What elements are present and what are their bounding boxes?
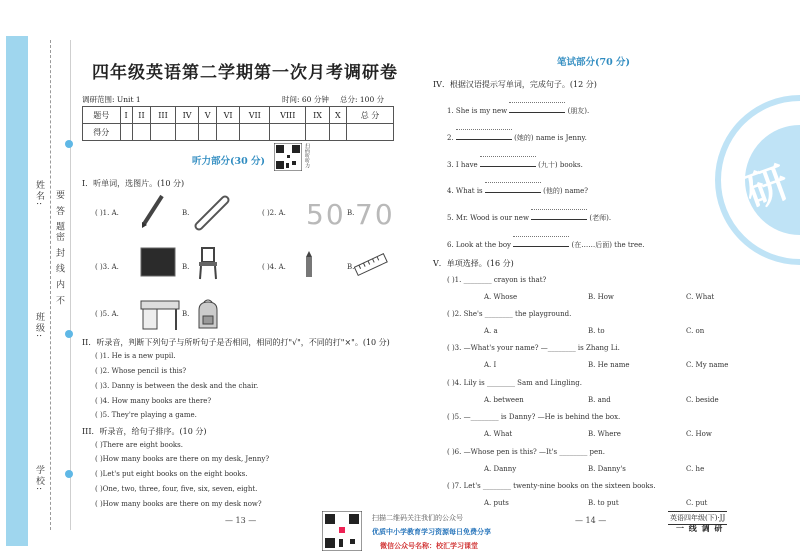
judge-item: ( )2. Whose pencil is this? <box>95 367 187 375</box>
score-input-cell[interactable] <box>216 124 240 141</box>
score-cell: IV <box>175 107 199 124</box>
binding-strip <box>6 36 28 546</box>
score-input-cell[interactable] <box>175 124 199 141</box>
score-cell: III <box>151 107 176 124</box>
wechat-text: 微信公众号名称：校汇学习课堂 <box>380 541 478 550</box>
ruler-icon <box>354 252 388 278</box>
answer-blank[interactable] <box>513 236 569 247</box>
answer-blank[interactable] <box>509 102 565 113</box>
score-cell: 总 分 <box>347 107 394 124</box>
score-input-cell[interactable] <box>306 124 329 141</box>
number-seventy-image: 70 <box>355 198 395 231</box>
footer-qr-code-icon[interactable] <box>322 511 362 551</box>
score-cell: I <box>120 107 132 124</box>
punch-hole-mark <box>65 470 73 478</box>
seal-text-top: 要 答 题 <box>54 190 64 233</box>
listening-header: 听力部分(30 分) <box>192 156 266 167</box>
qr-code-icon[interactable] <box>274 143 302 171</box>
order-item: ( )Let's put eight books on the eight books. <box>95 470 248 478</box>
mcq-option-b[interactable]: B. and <box>588 396 611 404</box>
order-item: ( )How many books are there on my desk now? <box>95 500 262 508</box>
mcq-question: ( )6. —Whose pen is this? —It's ________ pen. <box>447 448 605 456</box>
option-b-label: B. <box>347 209 355 217</box>
mcq-option-a[interactable]: A. I <box>484 361 497 369</box>
answer-blank[interactable] <box>485 182 541 193</box>
promo-text: 优质中小学教育学习资源每日免费分享 <box>372 527 491 536</box>
left-page-number: — 13 — <box>225 516 257 525</box>
section-3-title: III．听录音，给句子排序。(10 分) <box>82 427 207 436</box>
series-label: 英语四年级(下)·JJ <box>668 511 727 525</box>
score-cell: VI <box>216 107 240 124</box>
mcq-option-b[interactable]: B. to put <box>588 499 619 507</box>
mcq-option-a[interactable]: A. a <box>484 327 498 335</box>
mcq-option-b[interactable]: B. How <box>588 293 614 301</box>
mcq-option-a[interactable]: A. puts <box>484 499 509 507</box>
fill-item-1: 1. She is my new (朋友). <box>447 102 589 116</box>
score-cell: VIII <box>270 107 306 124</box>
schoolbag-icon <box>195 298 221 330</box>
fill-item-3: 3. I have (九十) books. <box>447 156 583 170</box>
blackboard-icon <box>140 247 176 277</box>
mcq-option-a[interactable]: A. What <box>484 430 513 438</box>
judge-item: ( )4. How many books are there? <box>95 397 212 405</box>
judge-item: ( )1. He is a new pupil. <box>95 352 176 360</box>
score-input-cell[interactable] <box>240 124 270 141</box>
margin-rule <box>70 40 71 530</box>
writing-header: 笔试部分(70 分) <box>557 57 631 68</box>
mcq-question: ( )3. —What's your name? —________ is Zhang Li. <box>447 344 620 352</box>
name-label: 姓名: <box>34 180 44 208</box>
score-table <box>82 106 394 141</box>
answer-blank[interactable] <box>531 209 587 220</box>
score-input-cell[interactable] <box>151 124 176 141</box>
mcq-option-c[interactable]: C. What <box>686 293 715 301</box>
mcq-question: ( )1. ________ crayon is that? <box>447 276 547 284</box>
mcq-question: ( )2. She's ________ the playground. <box>447 310 572 318</box>
mcq-question: ( )7. Let's ________ twenty-nine books on the sixteen books. <box>447 482 656 490</box>
watermark-stamp-text: 研 <box>738 157 795 218</box>
score-row-label: 得分 <box>83 124 121 141</box>
mcq-option-c[interactable]: C. he <box>686 465 705 473</box>
score-header-row <box>83 107 394 124</box>
mcq-option-a[interactable]: A. Whose <box>484 293 518 301</box>
score-value-row <box>83 124 394 141</box>
score-cell: 题号 <box>83 107 121 124</box>
fill-item-2: 2. (她的) name is Jenny. <box>447 129 587 143</box>
section-5-title: V．单项选择。(16 分) <box>433 259 514 268</box>
option-b-label: B. <box>182 209 190 217</box>
answer-blank[interactable] <box>456 129 512 140</box>
score-input-cell[interactable] <box>270 124 306 141</box>
right-page-number: — 14 — <box>575 516 607 525</box>
listen-item-1: ( )1. A. <box>95 209 119 217</box>
qr-caption: 扫码听听力 <box>304 143 310 168</box>
total-text: 总分: 100 分 <box>340 95 385 104</box>
order-item: ( )How many books are there on my desk, Jenny? <box>95 455 270 463</box>
desk-icon <box>140 299 180 331</box>
mcq-option-b[interactable]: B. Danny's <box>588 465 626 473</box>
mcq-option-c[interactable]: C. My name <box>686 361 729 369</box>
fill-item-6: 6. Look at the boy (在……后面) the tree. <box>447 236 645 250</box>
scope-text: 调研范围: Unit 1 <box>82 95 141 104</box>
mcq-option-a[interactable]: A. between <box>484 396 524 404</box>
exam-info <box>82 94 394 105</box>
mcq-option-c[interactable]: C. beside <box>686 396 719 404</box>
qr-note: 扫描二维码关注我们的公众号 <box>372 514 463 522</box>
mcq-question: ( )5. —________ is Danny? —He is behind the box. <box>447 413 621 421</box>
marker-pen-icon <box>193 192 233 232</box>
time-text: 时间: 60 分钟 <box>282 95 329 104</box>
pencil-icon <box>140 192 166 228</box>
judge-item: ( )3. Danny is between the desk and the chair. <box>95 382 259 390</box>
series-brand: 一 线 调 研 <box>676 523 724 533</box>
order-item: ( )There are eight books. <box>95 441 183 449</box>
fill-item-5: 5. Mr. Wood is our new (老师). <box>447 209 611 223</box>
section-4-title: IV．根据汉语提示写单词，完成句子。(12 分) <box>433 80 597 89</box>
mcq-option-c[interactable]: C. on <box>686 327 705 335</box>
section-1-title: I．听单词，选图片。(10 分) <box>82 179 185 188</box>
score-cell: II <box>132 107 150 124</box>
mcq-option-b[interactable]: B. to <box>588 327 605 335</box>
score-input-cell[interactable] <box>329 124 346 141</box>
mcq-option-b[interactable]: B. Where <box>588 430 621 438</box>
number-fifty-image: 50 <box>306 198 346 231</box>
crayon-icon <box>304 251 314 279</box>
listen-item-4: ( )4. A. <box>262 263 286 271</box>
mcq-option-a[interactable]: A. Danny <box>484 465 517 473</box>
score-input-cell[interactable] <box>132 124 150 141</box>
score-cell: X <box>329 107 346 124</box>
score-input-cell[interactable] <box>199 124 216 141</box>
option-b-label: B. <box>347 263 355 271</box>
answer-blank[interactable] <box>480 156 536 167</box>
option-b-label: B. <box>182 263 190 271</box>
punch-hole-mark <box>65 140 73 148</box>
judge-item: ( )5. They're playing a game. <box>95 411 197 419</box>
mcq-option-c[interactable]: C. How <box>686 430 712 438</box>
school-label: 学校: <box>34 465 44 493</box>
listen-item-5: ( )5. A. <box>95 310 119 318</box>
order-item: ( )One, two, three, four, five, six, seven, eight. <box>95 485 258 493</box>
mcq-option-c[interactable]: C. put <box>686 499 708 507</box>
class-label: 班级: <box>34 312 44 340</box>
listen-item-2: ( )2. A. <box>262 209 286 217</box>
score-cell: VII <box>240 107 270 124</box>
section-2-title: II．听录音，判断下列句子与所听句子是否相同，相同的打"√"，不同的打"×"。(10 分) <box>82 338 390 347</box>
score-cell: V <box>199 107 216 124</box>
seal-text-middle: 密 封 线 内 不 <box>54 232 64 307</box>
page-title: 四年级英语第二学期第一次月考调研卷 <box>92 63 398 83</box>
option-b-label: B. <box>182 310 190 318</box>
fold-line <box>50 40 51 530</box>
score-input-cell[interactable] <box>120 124 132 141</box>
score-input-cell[interactable] <box>347 124 394 141</box>
score-cell: IX <box>306 107 329 124</box>
chair-icon <box>194 246 222 280</box>
fill-item-4: 4. What is (他的) name? <box>447 182 588 196</box>
punch-hole-mark <box>65 330 73 338</box>
mcq-option-b[interactable]: B. He name <box>588 361 630 369</box>
listen-item-3: ( )3. A. <box>95 263 119 271</box>
mcq-question: ( )4. Lily is ________ Sam and Lingling. <box>447 379 582 387</box>
